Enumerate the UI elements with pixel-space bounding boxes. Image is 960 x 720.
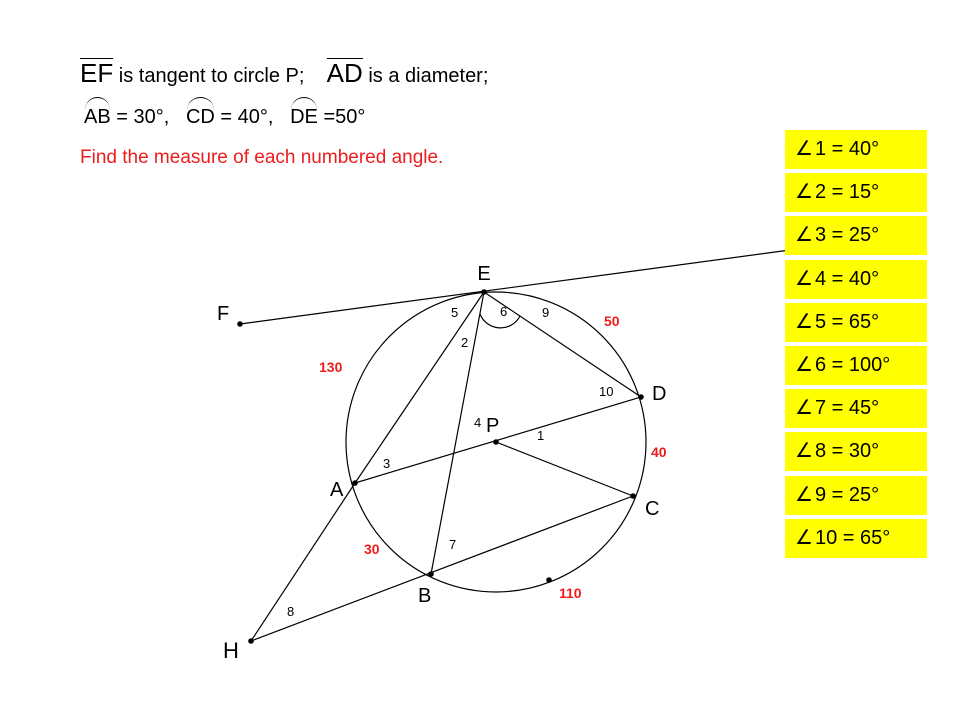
arc-measure-ea: 130 (319, 359, 343, 375)
angle-label-6: 6 (500, 304, 508, 319)
label-c: C (645, 498, 660, 520)
point-p (493, 439, 499, 445)
point-b (428, 571, 434, 577)
answer-box (785, 346, 927, 385)
answer-list (785, 130, 927, 562)
angle-symbol-icon: ∠ (795, 138, 813, 160)
angle-symbol-icon: ∠ (795, 267, 813, 290)
arc-ab-value: = 30°, (110, 106, 170, 128)
angle-label-10: 10 (599, 384, 614, 399)
answer-box (785, 260, 927, 299)
point-arc-bc (546, 577, 552, 583)
label-e: E (477, 263, 491, 285)
answer-text: 6 = 100° (815, 353, 891, 376)
answer-box (785, 216, 927, 255)
answer-text: 10 = 65° (815, 526, 891, 549)
answer-text: 9 = 25° (815, 483, 880, 506)
angle-symbol-icon: ∠ (795, 310, 813, 333)
point-a (352, 480, 358, 486)
diameter-ad (355, 397, 641, 483)
segment-ad: AD (326, 58, 363, 88)
label-d: D (652, 383, 667, 405)
angle-symbol-icon: ∠ (795, 526, 813, 549)
point-d (638, 394, 644, 400)
answer-text: 1 = 40° (815, 138, 880, 160)
arc-ab-name: AB (84, 106, 111, 128)
chord-ea (355, 292, 484, 483)
answer-text: 5 = 65° (815, 310, 880, 333)
answer-text: 8 = 30° (815, 440, 880, 463)
angle-label-9: 9 (542, 305, 550, 320)
answer-text: 7 = 45° (815, 397, 880, 420)
answer-text: 4 = 40° (815, 267, 880, 290)
arc-cd-value: = 40°, (214, 106, 274, 128)
answer-box (785, 173, 927, 212)
answer-text: 2 = 15° (815, 181, 880, 204)
angle-label-7: 7 (449, 537, 457, 552)
arc-measure-dc: 40 (651, 444, 667, 460)
instruction: Find the measure of each numbered angle. (80, 147, 444, 168)
answer-box (785, 476, 927, 515)
arc-de-value: =50° (317, 106, 366, 128)
angle-label-3: 3 (383, 456, 391, 471)
angle-symbol-icon: ∠ (795, 483, 813, 506)
angle-symbol-icon: ∠ (795, 181, 813, 204)
arc-measure-ab: 30 (364, 541, 380, 557)
answer-box (785, 303, 927, 342)
answer-box (785, 130, 927, 169)
chord-eb (431, 292, 484, 574)
angle-label-5: 5 (451, 305, 459, 320)
angle-label-8: 8 (287, 604, 295, 619)
answer-box (785, 389, 927, 428)
point-h (248, 638, 254, 644)
answer-text: 3 = 25° (815, 224, 880, 247)
tangent-text: is tangent to circle P; (113, 65, 310, 87)
point-f (237, 321, 243, 327)
label-b: B (418, 585, 432, 607)
label-p: P (486, 415, 500, 437)
label-f: F (217, 303, 230, 325)
point-e (481, 289, 487, 295)
radius-pc (496, 442, 633, 496)
diameter-text: is a diameter; (362, 65, 489, 87)
angle-symbol-icon: ∠ (795, 440, 813, 463)
arc-measure-bc: 110 (559, 585, 582, 601)
point-c (630, 493, 636, 499)
segment-ef: EF (80, 58, 114, 88)
answer-box (785, 432, 927, 471)
angle-label-2: 2 (461, 335, 469, 350)
angle-symbol-icon: ∠ (795, 353, 813, 376)
label-a: A (330, 479, 344, 501)
angle-label-4: 4 (474, 415, 482, 430)
arc-de-name: DE (290, 106, 318, 128)
secant-ha (251, 483, 355, 641)
answer-box (785, 519, 927, 558)
angle-symbol-icon: ∠ (795, 397, 813, 420)
arc-measure-ed: 50 (604, 313, 620, 329)
label-h: H (223, 638, 239, 663)
angle-symbol-icon: ∠ (795, 224, 813, 247)
angle-label-1: 1 (537, 428, 545, 443)
arc-cd-name: CD (185, 106, 215, 128)
